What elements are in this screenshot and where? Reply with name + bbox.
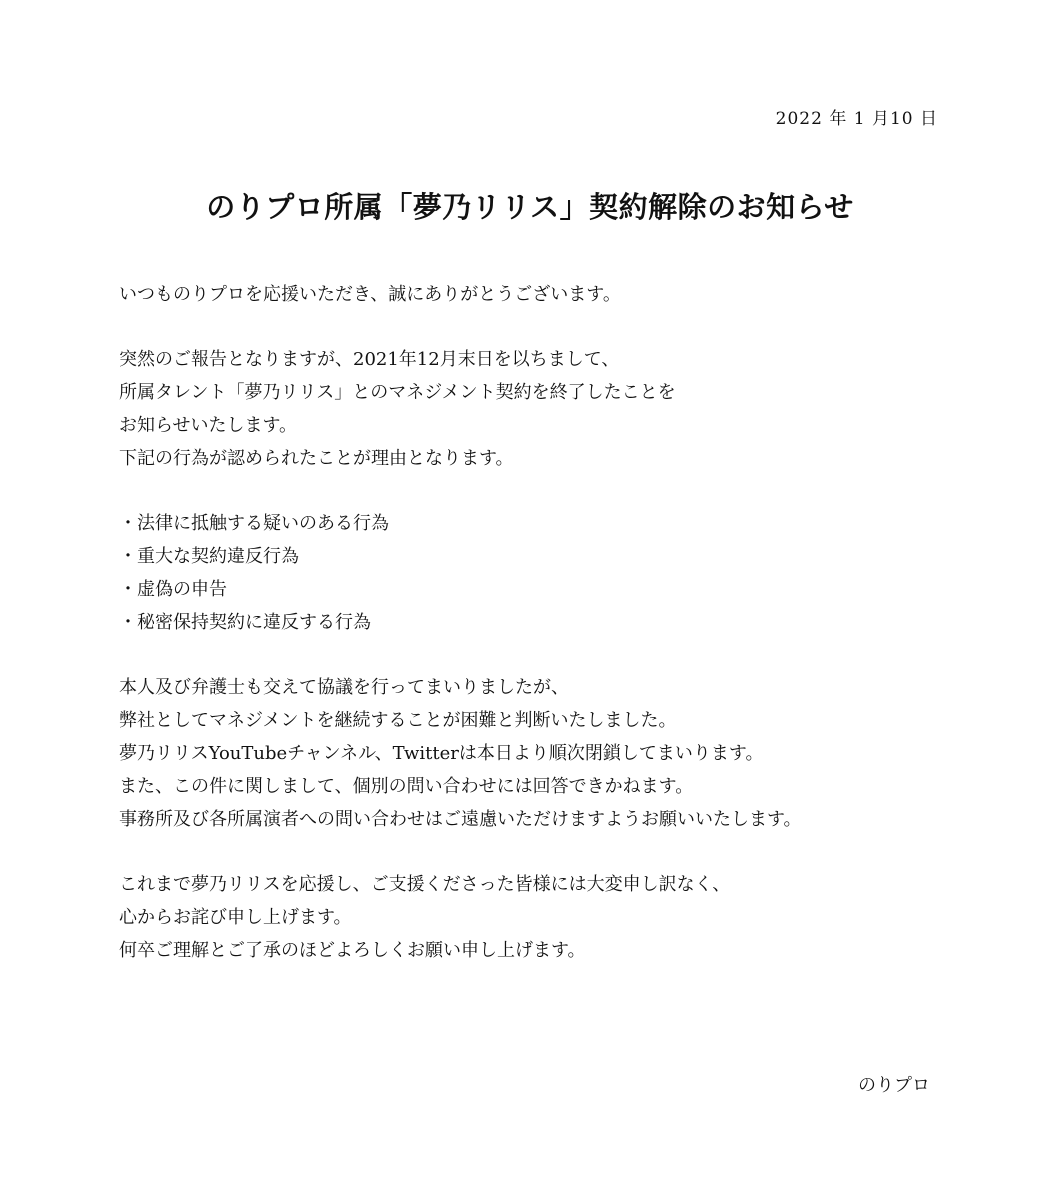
closing-line: これまで夢乃リリスを応援し、ご支援くださった皆様には大変申し訳なく、 (119, 874, 731, 895)
details-line: また、この件に関しまして、個別の問い合わせには回答できかねます。 (119, 776, 694, 797)
announcement-line: お知らせいたします。 (119, 415, 298, 436)
reason-list-item: ・虚偽の申告 (119, 579, 227, 600)
signature: のりプロ (858, 1075, 930, 1096)
details-line: 事務所及び各所属演者への問い合わせはご遠慮いただけますようお願いいたします。 (119, 809, 802, 830)
reason-list-item: ・重大な契約違反行為 (119, 546, 299, 567)
announcement-line: 突然のご報告となりますが、2021年12月末日を以ちまして、 (119, 349, 620, 370)
closing-line: 何卒ご理解とご了承のほどよろしくお願い申し上げます。 (119, 940, 586, 961)
document-date: 2022 年 1 月10 日 (775, 109, 938, 129)
details-line: 夢乃リリスYouTubeチャンネル、Twitterは本日より順次閉鎖してまいります。 (119, 743, 764, 764)
details-line: 本人及び弁護士も交えて協議を行ってまいりましたが、 (119, 677, 569, 698)
announcement-line: 所属タレント「夢乃リリス」とのマネジメント契約を終了したことを (119, 382, 676, 403)
document-body (119, 278, 959, 967)
greeting-line: いつものりプロを応援いただき、誠にありがとうございます。 (119, 284, 621, 305)
announcement-line: 下記の行為が認められたことが理由となります。 (119, 448, 514, 469)
closing-line: 心からお詫び申し上げます。 (119, 907, 352, 928)
reason-list-item: ・法律に抵触する疑いのある行為 (119, 513, 389, 534)
details-line: 弊社としてマネジメントを継続することが困難と判断いたしました。 (119, 710, 677, 731)
document-title: のりプロ所属「夢乃リリス」契約解除のお知らせ (206, 190, 854, 224)
reason-list-item: ・秘密保持契約に違反する行為 (119, 612, 371, 633)
